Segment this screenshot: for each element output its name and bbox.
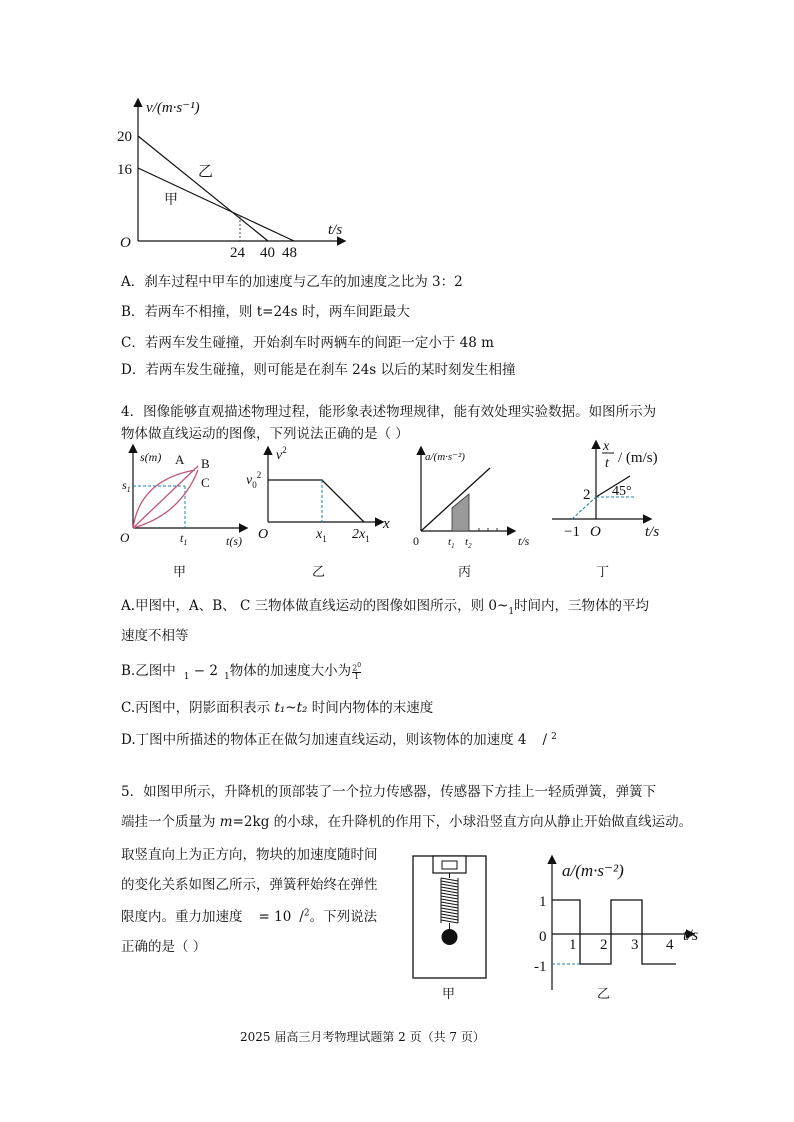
jia-s1: $s_1$: [122, 478, 131, 494]
q3-origin: O: [120, 235, 131, 251]
bing-origin: 0: [413, 534, 419, 548]
jia-t1: $t_1$: [180, 531, 188, 547]
q5-line6: 正确的是（ ）: [121, 939, 207, 955]
q3-label-yi: 乙: [198, 164, 214, 180]
q4-caption-ding: 丁: [596, 564, 610, 579]
force-sensor: [433, 856, 466, 873]
q3-option-d: D．若两车发生碰撞，则可能是在刹车 24s 以后的某时刻发生相撞: [121, 362, 516, 378]
q5-xtick-4: 4: [666, 937, 674, 953]
q3-option-c: C．若两车发生碰撞，开始刹车时两辆车的间距一定小于 48 m: [121, 335, 494, 351]
ding-neg-one: −1: [564, 524, 580, 540]
q3-tick-48: 48: [282, 245, 297, 261]
q5-line4: 的变化关系如图乙所示，弹簧秤始终在弹性: [121, 877, 378, 893]
q5-line3: 取竖直向上为正方向，物块的加速度随时间: [121, 847, 378, 863]
q5-fig-yi-graph: [534, 857, 698, 990]
yi-v0: $v_0^2$: [246, 470, 262, 490]
ball: [442, 929, 458, 945]
bing-y-label: a/(m·s⁻²): [425, 451, 465, 463]
ding-y-unit: / (m/s): [618, 450, 658, 466]
yi-x-label: x: [383, 516, 390, 532]
q5-line1: 5．如图甲所示，升降机的顶部装了一个拉力传感器，传感器下方挂上一轻质弹簧，弹簧下: [121, 784, 657, 800]
q3-option-a: A．刹车过程中甲车的加速度与乙车的加速度之比为 3：2: [121, 274, 463, 290]
bing-t2: $t_2$: [465, 536, 472, 550]
jia-label-a: A: [175, 452, 185, 467]
jia-label-c: C: [201, 475, 210, 490]
q4-option-a-line1: A.甲图中，A、B、 C 三物体做直线运动的图像如图所示，则 $0\sim_1$时间内，三物体的平均: [121, 598, 650, 617]
q4-caption-yi: 乙: [312, 564, 326, 579]
jia-x-label: t(s): [226, 534, 242, 548]
q5-xtick-1: 1: [569, 937, 577, 953]
ding-angle: 45°: [612, 484, 632, 499]
jia-y-label: s(m): [140, 450, 162, 464]
yi-y-label: $v^2$: [276, 445, 287, 463]
q5-tick-neg1: -1: [534, 959, 547, 975]
q3-label-jia: 甲: [164, 193, 178, 208]
q4-option-a-line2: 速度不相等: [121, 628, 189, 644]
q5-fig-jia-elevator: [413, 856, 486, 978]
spring: [441, 873, 458, 930]
q5-line5: 限度内。重力加速度 = 10 /$^2$。下列说法: [121, 908, 378, 925]
q5-tick-0: 0: [539, 929, 547, 945]
q4-option-d: D.丁图中所描述的物体正在做匀加速直线运动，则该物体的加速度 4 / $^2$: [121, 731, 557, 748]
q5-caption-yi: 乙: [597, 986, 611, 1001]
ding-x-label: t/s: [645, 524, 660, 540]
q4-stem-line1: 4．图像能够直观描述物理过程，能形象表述物理规律，能有效处理实验数据。如图所示为: [121, 404, 657, 420]
q3-y-label: v/(m·s⁻¹): [146, 100, 200, 116]
q5-xtick-2: 2: [600, 937, 608, 953]
q3-tick-40: 40: [260, 245, 275, 261]
page-footer: 2025 届高三月考物理试题第 2 页（共 7 页）: [240, 1030, 485, 1044]
bing-x-label: t/s: [518, 534, 530, 548]
ding-frac-den: t: [605, 456, 609, 471]
q5-tick-1: 1: [539, 894, 547, 910]
q3-tick-24: 24: [230, 245, 245, 261]
q4-option-c: C.丙图中，阴影面积表示 t₁~t₂ 时间内物体的末速度: [121, 700, 434, 716]
q3-option-b: B．若两车不相撞，则 t=24s 时，两车间距最大: [121, 304, 410, 320]
q3-tick-20: 20: [117, 129, 132, 145]
q5-y-label: a/(m·s⁻²): [562, 861, 624, 880]
q5-xtick-3: 3: [631, 937, 639, 953]
ding-frac-num: x: [603, 439, 610, 454]
ding-intercept: 2: [583, 487, 591, 503]
jia-label-b: B: [201, 456, 210, 471]
q3-x-label: t/s: [328, 222, 343, 238]
q4-caption-bing: 丙: [458, 564, 472, 579]
q5-x-label: t/s: [683, 927, 699, 944]
yi-2x1: $2x_1$: [352, 527, 370, 544]
q4-stem-line2: 物体做直线运动的图像，下列说法正确的是（ ）: [121, 426, 409, 442]
q4-caption-jia: 甲: [173, 564, 187, 579]
yi-origin: O: [258, 527, 269, 542]
ding-origin: O: [590, 524, 601, 540]
q5-line2: 端挂一个质量为 m=2kg 的小球，在升降机的作用下，小球沿竖直方向从静止开始做直线运动。: [121, 814, 693, 830]
q3-tick-16: 16: [117, 162, 132, 178]
bing-t1: $t_1$: [448, 536, 455, 550]
yi-x1: $x_1$: [316, 527, 327, 544]
q4-option-b: B.乙图中 $_1$ − 2 $_1$物体的加速度大小为 $\frac{2^0}{1}$: [121, 661, 362, 682]
q5-caption-jia: 甲: [442, 986, 456, 1001]
q5-a-t-line: [552, 900, 676, 964]
jia-origin: O: [120, 530, 130, 545]
